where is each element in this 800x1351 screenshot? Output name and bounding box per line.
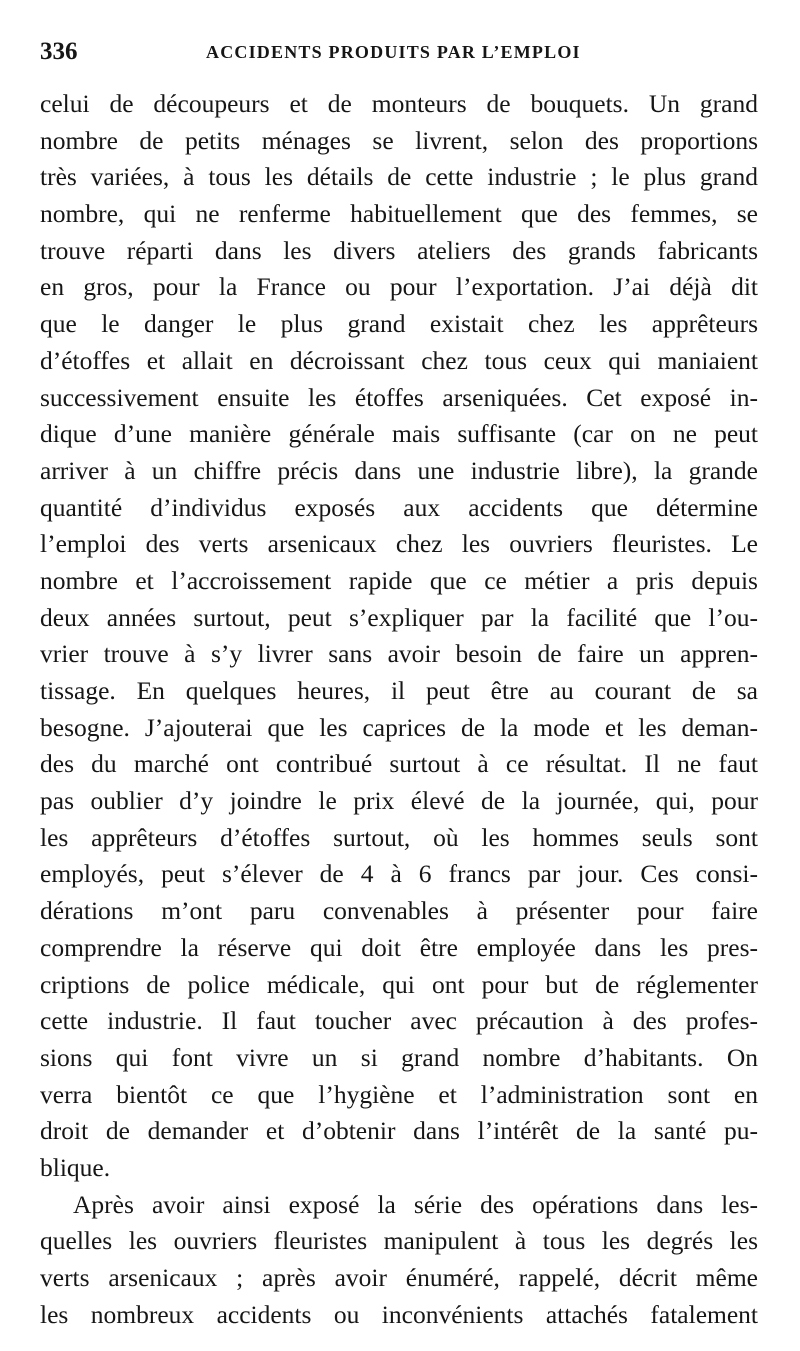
body-text [40,86,758,1333]
text-line: dérations m’ont paru convenables à présenter pour faire [40,896,758,926]
text-line: verts arsenicaux ; après avoir énuméré, rappelé, décrit même [40,1263,758,1292]
text-line: nombre de petits ménages se livrent, selon des proportions [40,125,758,155]
text-line: tissage. En quelques heures, il peut être au courant de sa [40,676,758,705]
running-title: ACCIDENTS PRODUITS PAR L’EMPLOI [206,42,581,62]
text-line: trouve réparti dans les divers ateliers des grands fabricants [40,235,758,265]
text-line: droit de demander et d’obtenir dans l’intérêt de la santé pu- [40,1116,758,1146]
text-line: deux années surtout, peut s’expliquer par la facilité que l’ou- [40,602,758,632]
text-line: quelles les ouvriers fleuristes manipulent à tous les degrés les [40,1226,758,1256]
paragraph-start-line: Après avoir ainsi exposé la série des opérations dans les- [73,1189,758,1219]
text-line: les apprêteurs d’étoffes surtout, où les hommes seuls sont [40,822,758,852]
text-line: arriver à un chiffre précis dans une industrie libre), la grande [40,455,758,485]
text-line: quantité d’individus exposés aux accidents que détermine [40,492,758,522]
text-line: les nombreux accidents ou inconvénients attachés fatalement [40,1299,758,1329]
text-line: sions qui font vivre un si grand nombre d’habitants. On [40,1042,758,1072]
text-line: dique d’une manière générale mais suffisante (car on ne peut [40,419,758,449]
page-number: 336 [40,38,78,65]
text-line: nombre, qui ne renferme habituellement que des femmes, se [40,199,758,229]
text-line: que le danger le plus grand existait chez les apprêteurs [40,309,758,339]
text-line: successivement ensuite les étoffes arseniquées. Cet exposé in- [40,382,758,412]
text-line: nombre et l’accroissement rapide que ce métier a pris depuis [40,565,758,595]
text-line: d’étoffes et allait en décroissant chez tous ceux qui maniaient [40,345,758,375]
page-header [40,38,766,68]
text-line: verra bientôt ce que l’hygiène et l’administration sont en [40,1079,758,1109]
text-line: en gros, pour la France ou pour l’exportation. J’ai déjà dit [40,272,758,302]
text-line: comprendre la réserve qui doit être employée dans les pres- [40,932,758,962]
text-line: très variées, à tous les détails de cette industrie ; le plus grand [40,162,758,192]
text-line: cette industrie. Il faut toucher avec précaution à des profes- [40,1006,758,1036]
text-line: vrier trouve à s’y livrer sans avoir besoin de faire un appren- [40,639,758,669]
paragraph-end-line: blique. [40,1152,111,1182]
text-line: criptions de police médicale, qui ont pour but de réglementer [40,969,758,999]
text-line: besogne. J’ajouterai que les caprices de la mode et les deman- [40,712,758,742]
text-line: pas oublier d’y joindre le prix élevé de la journée, qui, pour [40,786,758,816]
text-line: celui de découpeurs et de monteurs de bouquets. Un grand [40,89,758,118]
text-line: employés, peut s’élever de 4 à 6 francs par jour. Ces consi- [40,859,758,889]
text-line: l’emploi des verts arsenicaux chez les ouvriers fleuristes. Le [40,529,758,559]
text-line: des du marché ont contribué surtout à ce résultat. Il ne faut [40,749,758,779]
